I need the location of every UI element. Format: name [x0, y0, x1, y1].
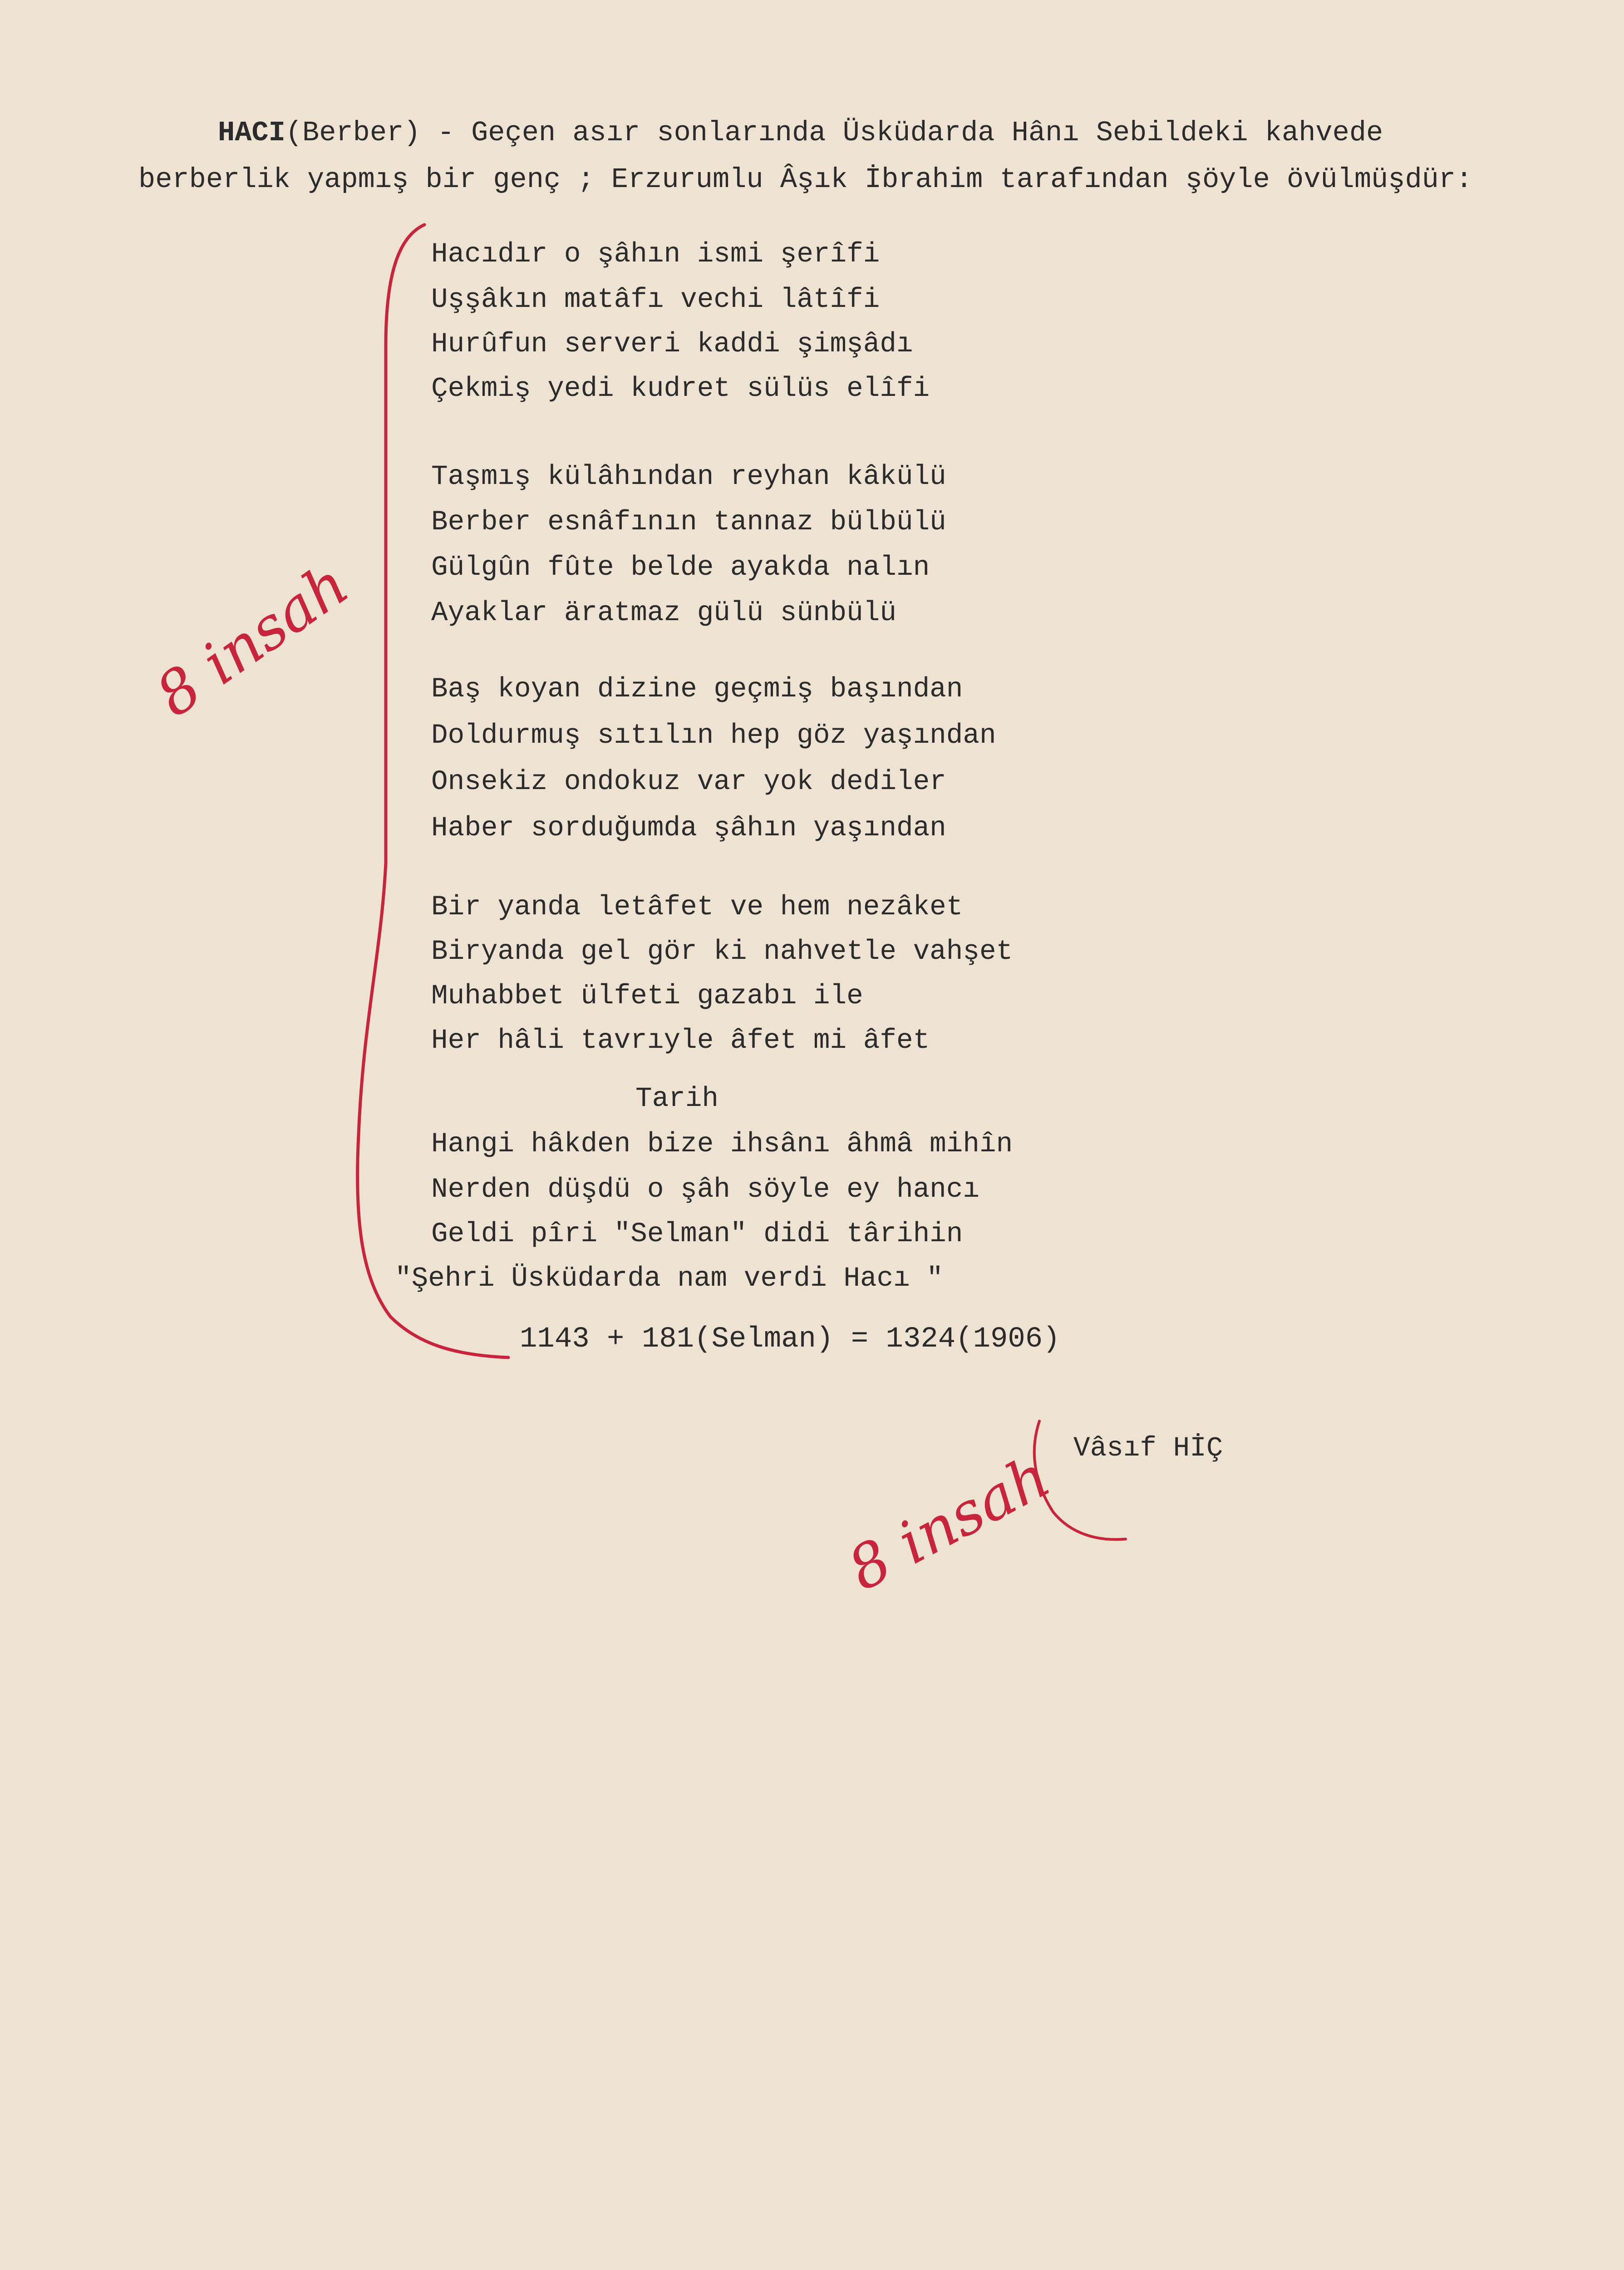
poem-line: Haber sorduğumda şâhın yaşından [431, 813, 946, 844]
poem-line: Hacıdır o şâhın ismi şerîfi [431, 239, 880, 270]
poem-line: Hurûfun serveri kaddi şimşâdı [431, 329, 913, 360]
poem-line: Uşşâkın matâfı vechi lâtîfi [431, 284, 880, 316]
tarih-line: "Şehri Üsküdarda nam verdi Hacı " [395, 1263, 943, 1294]
poem-line: Biryanda gel gör ki nahvetle vahşet [431, 936, 1013, 967]
poem-line: Çekmiş yedi kudret sülüs elîfi [431, 373, 930, 405]
poem-line: Taşmış külâhından reyhan kâkülü [431, 461, 946, 493]
poem-line: Ayaklar äratmaz gülü sünbülü [431, 597, 896, 629]
poem-line: Berber esnâfının tannaz bülbülü [431, 507, 946, 538]
poem-line: Onsekiz ondokuz var yok dediler [431, 766, 946, 798]
poem-line: Muhabbet ülfeti gazabı ile [431, 981, 863, 1012]
signature: Vâsıf HİÇ [1073, 1433, 1223, 1464]
poem-line: Her hâli tavrıyle âfet mi âfet [431, 1025, 930, 1056]
poem-line: Baş koyan dizine geçmiş başından [431, 674, 963, 705]
intro-line-1 [218, 119, 1383, 147]
tarih-line: Geldi pîri "Selman" didi târihin [431, 1219, 963, 1250]
poem-line: Gülgûn fûte belde ayakda nalın [431, 552, 930, 583]
margin-note-1: 8 insah [143, 549, 361, 730]
intro-line-2: berberlik yapmış bir genç ; Erzurumlu Âşık İbrahim tarafından şöyle övülmüşdür: [138, 163, 1473, 196]
tarih-heading: Tarih [635, 1083, 719, 1115]
intro-text: - Geçen asır sonlarında Üsküdarda Hânı Sebildeki kahvede [420, 117, 1383, 149]
tarih-line: Hangi hâkden bize ihsânı âhmâ mihîn [431, 1129, 1013, 1160]
entry-title: HACI [218, 117, 285, 149]
date-equation: 1143 + 181(Selman) = 1324(1906) [520, 1323, 1060, 1356]
margin-note-2: 8 insah [837, 1441, 1061, 1604]
tarih-line: Nerden düşdü o şâh söyle ey hancı [431, 1174, 979, 1205]
poem-line: Doldurmuş sıtılın hep göz yaşından [431, 720, 996, 751]
poem-line: Bir yanda letâfet ve hem nezâket [431, 892, 963, 923]
entry-title-paren: (Berber) [285, 117, 421, 149]
